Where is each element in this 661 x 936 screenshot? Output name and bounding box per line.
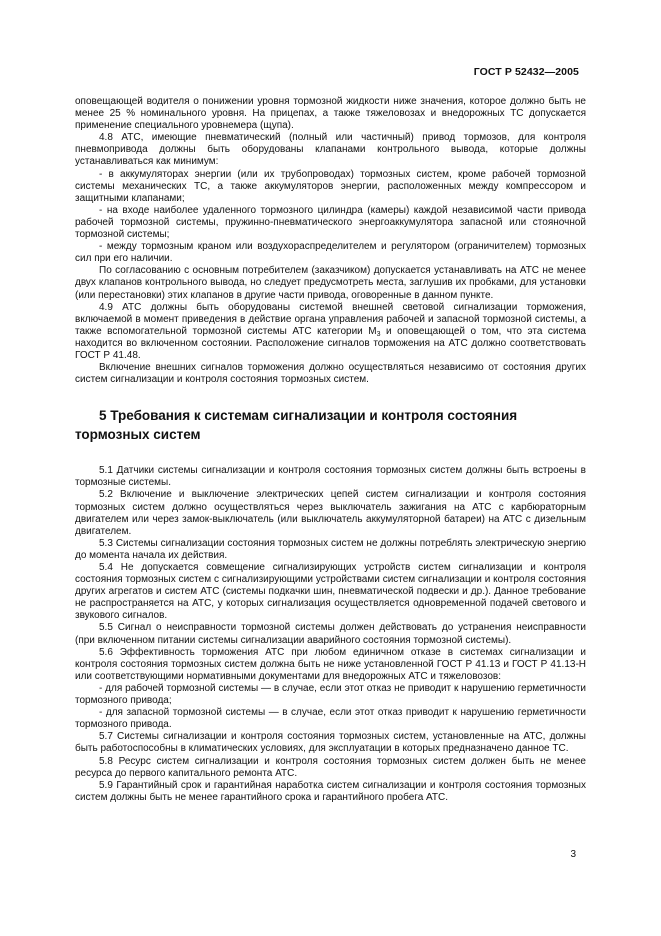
paragraph-4-9 xyxy=(75,302,586,362)
paragraph-4-8-note: По согласованию с основным потребителем (заказчиком) допускается устанавливать на АТС не менее двух клапанов контрольного вывода, но следует предусмотреть места, заглушив их пробками, для установки (или перестановки) этих клапанов в другие части привода, оговоренные в данном пункте. xyxy=(75,265,586,301)
list-item: - между тормозным краном или воздухораспределителем и регулятором (ограничителем) тормозных сил при его наличии. xyxy=(75,241,586,265)
page-number: 3 xyxy=(570,849,576,860)
paragraph-5-3: 5.3 Системы сигнализации состояния тормозных систем не должны потреблять электрическую энергию до момента начала их действия. xyxy=(75,537,586,561)
document-body xyxy=(75,96,586,804)
paragraph-4-9-note: Включение внешних сигналов торможения должно осуществляться независимо от состояния других систем сигнализации и контроля состояния тормозных систем. xyxy=(75,362,586,386)
list-item: - на входе наиболее удаленного тормозного цилиндра (камеры) каждой независимой части привода рабочей тормозной системы, пружинно-пневматического энергоаккумулятора запасной или стояночной тормозной системы; xyxy=(75,204,586,241)
paragraph-5-6: 5.6 Эффективность торможения АТС при любом единичном отказе в системах сигнализации и контроля состояния тормозных систем должна быть не ниже установленной ГОСТ Р 41.13 и ГОСТ Р 41.13-Н или соответствующими нормативными документами для внедорожных АТС и тяжеловозов: xyxy=(75,646,586,682)
list-item: - для рабочей тормозной системы — в случае, если этот отказ не приводит к нарушению герметичности тормозного привода; xyxy=(75,682,586,707)
paragraph-4-7-continued: оповещающей водителя о понижении уровня тормозной жидкости ниже значения, которое должно быть не менее 25 % номинального уровня. На прицепах, а также тяжеловозах и внедорожных ТС допускается применение специального уровнемера (щупа). xyxy=(75,96,586,132)
paragraph-4-8: 4.8 АТС, имеющие пневматический (полный или частичный) привод тормозов, для контроля пневмопривода должны быть оборудованы клапанами контрольного вывода, которые должны устанавливаться как минимум: xyxy=(75,132,586,168)
paragraph-4-9-text-end: и оповещающей о том, что эта система находится во включенном состоянии. Расположение сигналов торможения на АТС должно соответствовать ГОСТ Р 41.48. xyxy=(75,325,586,361)
paragraph-5-2: 5.2 Включение и выключение электрических цепей систем сигнализации и контроля состояния тормозных систем должно осуществляться через выключатель зажигания на АТС с карбюраторным двигателем или через замок-выключатель (или выключатель аккумуляторной батареи) на АТС с дизельным двигателем. xyxy=(75,489,586,537)
list-item: - для запасной тормозной системы — в случае, если этот отказ приводит к нарушению герметичности тормозного привода. xyxy=(75,707,586,731)
paragraph-5-5: 5.5 Сигнал о неисправности тормозной системы должен действовать до устранения неисправности (при включенном питании системы сигнализации аварийного состояния тормозной системы). xyxy=(75,622,586,646)
paragraph-5-4: 5.4 Не допускается совмещение сигнализирующих устройств систем сигнализации и контроля состояния тормозных систем с сигнализирующими устройствами систем сигнализации и контроля состояния других агрегатов и систем АТС (системы подкачки шин, пневматической подвески и др.). Данное требование не распространяется на АТС, у которых сигнализация осуществляется одновременной подачей светового и звукового сигналов. xyxy=(75,562,586,622)
paragraph-5-8: 5.8 Ресурс систем сигнализации и контроля состояния тормозных систем должен быть не менее ресурса до первого капитального ремонта АТС. xyxy=(75,755,586,779)
list-item: - в аккумуляторах энергии (или их трубопроводах) тормозных систем, кроме рабочей тормозной системы механических ТС, а также аккумуляторов энергии, расположенных между компрессором и защитными клапанами; xyxy=(75,168,586,204)
category-subscript: 3 xyxy=(376,330,381,338)
paragraph-4-9-text: 4.9 АТС должны быть оборудованы системой внешней световой сигнализации торможения, включаемой в момент приведения в действие органа управления рабочей и запасной тормозной системы, а также вспомогательной тормозной системы АТС категории М xyxy=(75,301,586,337)
document-header: ГОСТ Р 52432—2005 xyxy=(473,66,579,78)
paragraph-5-7: 5.7 Системы сигнализации и контроля состояния тормозных систем, установленные на АТС, должны быть работоспособны в климатических условиях, для эксплуатации в которых предназначено данное ТС. xyxy=(75,731,586,755)
section-heading-5: 5 Требования к системам сигнализации и контроля состояния тормозных систем xyxy=(75,408,518,443)
paragraph-5-1: 5.1 Датчики системы сигнализации и контроля состояния тормозных систем должны быть встроены в тормозные системы. xyxy=(75,465,586,489)
paragraph-5-9: 5.9 Гарантийный срок и гарантийная наработка систем сигнализации и контроля состояния тормозных систем должны быть не менее гарантийного срока и гарантийного пробега АТС. xyxy=(75,779,586,803)
